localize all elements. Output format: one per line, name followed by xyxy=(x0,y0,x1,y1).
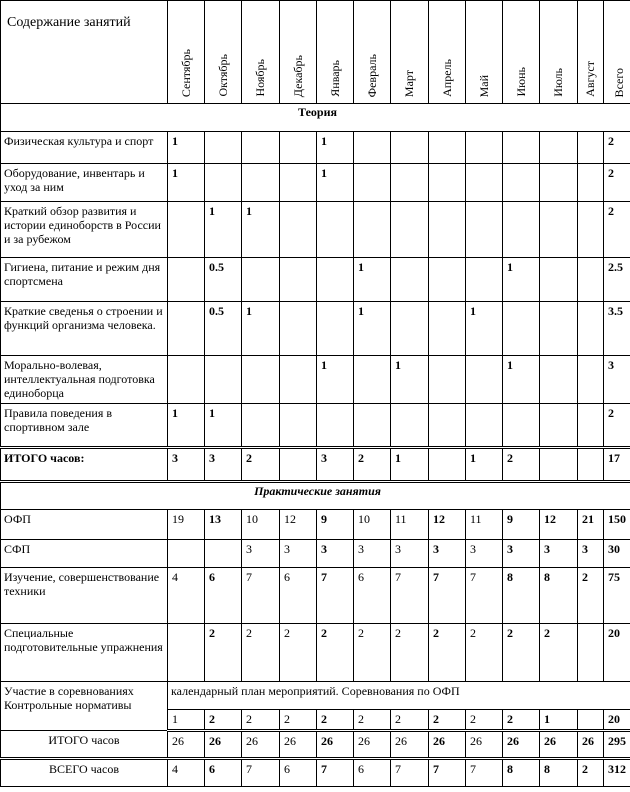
cell-value xyxy=(540,356,578,404)
month-header xyxy=(168,1,205,104)
cell-value xyxy=(540,404,578,448)
month-label: Ноябрь xyxy=(253,59,267,97)
month-label: Июль xyxy=(551,68,565,97)
grand-total-value: 312 xyxy=(604,759,630,787)
month-label: Август xyxy=(583,61,597,97)
cell-value: 7 xyxy=(429,568,466,624)
cell-value: 2 xyxy=(604,132,630,164)
cell-value: 3 xyxy=(540,540,578,568)
month-header xyxy=(466,1,503,104)
month-header xyxy=(540,1,578,104)
cell-value xyxy=(578,356,604,404)
cell-value xyxy=(391,164,429,202)
total-label: ИТОГО часов xyxy=(1,731,168,759)
cell-value xyxy=(391,202,429,258)
cell-value xyxy=(466,202,503,258)
total-value xyxy=(429,448,466,482)
cell-value xyxy=(540,132,578,164)
grand-total-value: 7 xyxy=(429,759,466,787)
total-value: 26 xyxy=(280,731,317,759)
competitions-note: календарный план мероприятий. Соревнования по ОФП xyxy=(168,682,630,710)
cell-value: 30 xyxy=(604,540,630,568)
total-value: 26 xyxy=(578,731,604,759)
month-header xyxy=(354,1,391,104)
cell-value: 3 xyxy=(429,540,466,568)
cell-value xyxy=(578,258,604,302)
month-label: Июнь xyxy=(513,67,528,97)
total-value xyxy=(280,448,317,482)
month-label: Февраль xyxy=(364,53,379,97)
grand-total-value: 6 xyxy=(354,759,391,787)
practice-total-row xyxy=(1,731,630,759)
row-label: Участие в соревнованиях Контрольные нормативы xyxy=(1,682,168,731)
cell-value xyxy=(503,132,540,164)
cell-value: 1 xyxy=(354,302,391,356)
cell-value xyxy=(540,258,578,302)
cell-value xyxy=(466,132,503,164)
cell-value xyxy=(578,132,604,164)
cell-value: 1 xyxy=(317,132,354,164)
cell-value: 1 xyxy=(168,164,205,202)
grand-total-label: ВСЕГО часов xyxy=(1,759,168,787)
month-label: Октябрь xyxy=(215,54,230,97)
cell-value xyxy=(354,356,391,404)
cell-value xyxy=(205,132,242,164)
month-label: Декабрь xyxy=(290,54,305,97)
cell-value: 10 xyxy=(242,510,280,540)
cell-value: 2 xyxy=(604,164,630,202)
cell-value: 7 xyxy=(317,568,354,624)
cell-value: 1 xyxy=(168,710,205,731)
cell-value: 2 xyxy=(317,624,354,682)
cell-value: 2 xyxy=(429,710,466,731)
practice-title-row xyxy=(1,482,630,510)
cell-value: 2 xyxy=(354,624,391,682)
row-label: Краткий обзор развития и истории единоборств в России и за рубежом xyxy=(1,202,168,258)
month-label: Апрель xyxy=(439,59,454,97)
cell-value: 1 xyxy=(503,258,540,302)
cell-value: 3 xyxy=(280,540,317,568)
cell-value: 75 xyxy=(604,568,630,624)
cell-value xyxy=(578,404,604,448)
cell-value: 7 xyxy=(242,568,280,624)
row-label: СФП xyxy=(1,540,168,568)
month-label: Март xyxy=(402,69,416,97)
grand-total-value: 4 xyxy=(168,759,205,787)
cell-value: 2 xyxy=(466,710,503,731)
cell-value: 3 xyxy=(466,540,503,568)
theory-row xyxy=(1,356,630,404)
total-value: 3 xyxy=(317,448,354,482)
cell-value: 0.5 xyxy=(205,302,242,356)
cell-value: 2.5 xyxy=(604,258,630,302)
theory-total-row xyxy=(1,448,630,482)
cell-value xyxy=(540,302,578,356)
cell-value xyxy=(242,258,280,302)
cell-value: 150 xyxy=(604,510,630,540)
theory-title-row xyxy=(1,104,630,132)
cell-value: 2 xyxy=(604,202,630,258)
total-value: 26 xyxy=(503,731,540,759)
cell-value: 12 xyxy=(429,510,466,540)
row-label: Физическая культура и спорт xyxy=(1,132,168,164)
cell-value xyxy=(391,302,429,356)
cell-value xyxy=(354,404,391,448)
cell-value: 1 xyxy=(503,356,540,404)
header-row xyxy=(1,1,630,104)
month-header xyxy=(429,1,466,104)
cell-value: 6 xyxy=(354,568,391,624)
month-header xyxy=(317,1,354,104)
cell-value xyxy=(466,404,503,448)
grand-total-row xyxy=(1,759,630,787)
cell-value xyxy=(503,302,540,356)
cell-value: 13 xyxy=(205,510,242,540)
cell-value: 1 xyxy=(168,404,205,448)
cell-value: 12 xyxy=(540,510,578,540)
cell-value: 11 xyxy=(391,510,429,540)
cell-value xyxy=(205,540,242,568)
total-value: 26 xyxy=(354,731,391,759)
cell-value: 10 xyxy=(354,510,391,540)
theory-row xyxy=(1,302,630,356)
cell-value: 2 xyxy=(242,710,280,731)
total-value: 295 xyxy=(604,731,630,759)
cell-value: 8 xyxy=(503,568,540,624)
section-title-practice: Практические занятия xyxy=(1,482,630,510)
cell-value: 1 xyxy=(540,710,578,731)
row-label: Морально-волевая, интеллектуальная подготовка единоборца xyxy=(1,356,168,404)
total-value: 2 xyxy=(354,448,391,482)
cell-value xyxy=(242,404,280,448)
cell-value: 4 xyxy=(168,568,205,624)
cell-value: 6 xyxy=(280,568,317,624)
cell-value: 2 xyxy=(540,624,578,682)
total-label: ИТОГО часов: xyxy=(1,448,168,482)
grand-total-value: 6 xyxy=(205,759,242,787)
total-value xyxy=(578,448,604,482)
grand-total-value: 8 xyxy=(540,759,578,787)
cell-value: 0.5 xyxy=(205,258,242,302)
month-header xyxy=(205,1,242,104)
practice-row xyxy=(1,624,630,682)
month-header xyxy=(242,1,280,104)
cell-value xyxy=(280,132,317,164)
cell-value xyxy=(168,202,205,258)
cell-value xyxy=(429,202,466,258)
cell-value xyxy=(540,202,578,258)
grand-total-value: 7 xyxy=(242,759,280,787)
cell-value xyxy=(391,132,429,164)
cell-value: 1 xyxy=(242,202,280,258)
cell-value xyxy=(429,302,466,356)
theory-row xyxy=(1,404,630,448)
grand-total-value: 7 xyxy=(317,759,354,787)
content-header: Содержание занятий xyxy=(1,1,168,104)
cell-value: 21 xyxy=(578,510,604,540)
cell-value: 1 xyxy=(205,202,242,258)
row-label: Изучение, совершенствование техники xyxy=(1,568,168,624)
theory-row xyxy=(1,164,630,202)
cell-value: 2 xyxy=(578,568,604,624)
cell-value: 3 xyxy=(242,540,280,568)
cell-value: 2 xyxy=(205,624,242,682)
cell-value xyxy=(168,258,205,302)
practice-row xyxy=(1,568,630,624)
total-value: 1 xyxy=(391,448,429,482)
month-label: Всего xyxy=(611,67,626,97)
cell-value: 1 xyxy=(466,302,503,356)
total-value: 26 xyxy=(466,731,503,759)
cell-value: 3 xyxy=(578,540,604,568)
cell-value xyxy=(317,302,354,356)
total-value: 17 xyxy=(604,448,630,482)
cell-value xyxy=(429,164,466,202)
total-value: 3 xyxy=(168,448,205,482)
cell-value xyxy=(280,404,317,448)
row-label: ОФП xyxy=(1,510,168,540)
row-label: Гигиена, питание и режим дня спортсмена xyxy=(1,258,168,302)
cell-value: 2 xyxy=(429,624,466,682)
cell-value: 1 xyxy=(354,258,391,302)
cell-value xyxy=(168,302,205,356)
cell-value: 1 xyxy=(317,356,354,404)
cell-value: 2 xyxy=(503,710,540,731)
total-value xyxy=(540,448,578,482)
cell-value xyxy=(466,164,503,202)
total-value: 26 xyxy=(429,731,466,759)
cell-value xyxy=(280,258,317,302)
competitions-note-row xyxy=(1,682,630,710)
cell-value: 2 xyxy=(280,710,317,731)
total-value: 3 xyxy=(205,448,242,482)
cell-value xyxy=(578,164,604,202)
cell-value xyxy=(168,624,205,682)
cell-value xyxy=(578,710,604,731)
cell-value xyxy=(205,356,242,404)
cell-value xyxy=(242,164,280,202)
cell-value xyxy=(280,302,317,356)
cell-value: 2 xyxy=(466,624,503,682)
month-label: Май xyxy=(476,74,491,97)
total-value: 26 xyxy=(168,731,205,759)
cell-value xyxy=(429,404,466,448)
cell-value: 6 xyxy=(205,568,242,624)
month-header xyxy=(604,1,630,104)
cell-value xyxy=(317,258,354,302)
section-title-theory: Теория xyxy=(1,104,630,132)
cell-value xyxy=(503,404,540,448)
grand-total-value: 7 xyxy=(391,759,429,787)
cell-value: 1 xyxy=(242,302,280,356)
cell-value: 1 xyxy=(205,404,242,448)
cell-value: 20 xyxy=(604,624,630,682)
cell-value: 2 xyxy=(604,404,630,448)
cell-value: 1 xyxy=(168,132,205,164)
total-value: 1 xyxy=(466,448,503,482)
cell-value xyxy=(429,356,466,404)
grand-total-value: 2 xyxy=(578,759,604,787)
cell-value xyxy=(391,258,429,302)
cell-value: 12 xyxy=(280,510,317,540)
cell-value: 1 xyxy=(317,164,354,202)
grand-total-value: 7 xyxy=(466,759,503,787)
cell-value: 19 xyxy=(168,510,205,540)
cell-value: 9 xyxy=(503,510,540,540)
cell-value: 3 xyxy=(604,356,630,404)
cell-value: 7 xyxy=(391,568,429,624)
total-value: 26 xyxy=(317,731,354,759)
practice-row xyxy=(1,540,630,568)
cell-value xyxy=(429,132,466,164)
cell-value: 2 xyxy=(317,710,354,731)
row-label: Специальные подготовительные упражнения xyxy=(1,624,168,682)
month-header xyxy=(503,1,540,104)
practice-row xyxy=(1,510,630,540)
cell-value: 2 xyxy=(205,710,242,731)
cell-value xyxy=(168,356,205,404)
cell-value xyxy=(578,624,604,682)
cell-value: 20 xyxy=(604,710,630,731)
cell-value: 2 xyxy=(242,624,280,682)
cell-value xyxy=(354,132,391,164)
month-header xyxy=(391,1,429,104)
theory-row xyxy=(1,258,630,302)
cell-value xyxy=(466,258,503,302)
total-value: 2 xyxy=(242,448,280,482)
total-value: 2 xyxy=(503,448,540,482)
grand-total-value: 8 xyxy=(503,759,540,787)
cell-value xyxy=(242,132,280,164)
cell-value xyxy=(280,202,317,258)
cell-value xyxy=(354,202,391,258)
row-label: Оборудование, инвентарь и уход за ним xyxy=(1,164,168,202)
total-value: 26 xyxy=(242,731,280,759)
cell-value xyxy=(466,356,503,404)
month-header xyxy=(280,1,317,104)
total-value: 26 xyxy=(205,731,242,759)
cell-value xyxy=(578,302,604,356)
cell-value xyxy=(280,356,317,404)
cell-value xyxy=(242,356,280,404)
month-label: Сентябрь xyxy=(178,48,193,97)
cell-value: 2 xyxy=(280,624,317,682)
cell-value: 3.5 xyxy=(604,302,630,356)
cell-value xyxy=(503,164,540,202)
total-value: 26 xyxy=(540,731,578,759)
cell-value: 3 xyxy=(354,540,391,568)
cell-value xyxy=(391,404,429,448)
grand-total-value: 6 xyxy=(280,759,317,787)
month-header xyxy=(578,1,604,104)
cell-value: 8 xyxy=(540,568,578,624)
cell-value: 2 xyxy=(391,624,429,682)
cell-value: 2 xyxy=(391,710,429,731)
theory-row xyxy=(1,132,630,164)
cell-value: 2 xyxy=(354,710,391,731)
cell-value xyxy=(205,164,242,202)
cell-value: 3 xyxy=(503,540,540,568)
cell-value: 2 xyxy=(503,624,540,682)
row-label: Краткие сведенья о строении и функций организма человека. xyxy=(1,302,168,356)
cell-value xyxy=(429,258,466,302)
cell-value xyxy=(503,202,540,258)
cell-value: 11 xyxy=(466,510,503,540)
total-value: 26 xyxy=(391,731,429,759)
month-label: Январь xyxy=(327,60,342,97)
cell-value: 9 xyxy=(317,510,354,540)
cell-value: 7 xyxy=(466,568,503,624)
cell-value xyxy=(168,540,205,568)
cell-value xyxy=(317,404,354,448)
cell-value xyxy=(540,164,578,202)
cell-value: 3 xyxy=(317,540,354,568)
cell-value xyxy=(280,164,317,202)
theory-row xyxy=(1,202,630,258)
cell-value xyxy=(578,202,604,258)
cell-value: 3 xyxy=(391,540,429,568)
cell-value xyxy=(317,202,354,258)
row-label: Правила поведения в спортивном зале xyxy=(1,404,168,448)
cell-value: 1 xyxy=(391,356,429,404)
cell-value xyxy=(354,164,391,202)
